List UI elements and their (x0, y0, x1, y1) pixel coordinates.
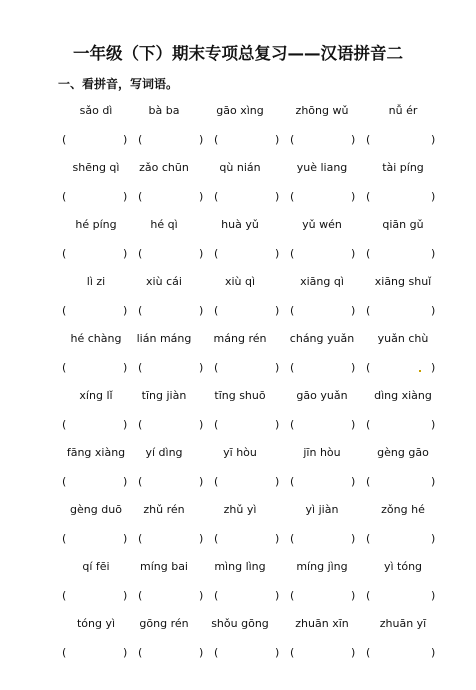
pinyin-text: sǎo dì (79, 104, 113, 117)
answer-paren-open: ( (62, 247, 67, 260)
answer-paren-open: ( (366, 475, 371, 488)
pinyin-row (0, 503, 476, 519)
answer-paren-close: ) (199, 304, 204, 317)
pinyin-text: dìng xiàng (374, 389, 432, 402)
pinyin-text: hé qì (150, 218, 178, 231)
pinyin-text: shēng qì (72, 161, 120, 174)
answer-paren-close: ) (431, 190, 436, 203)
answer-paren-open: ( (214, 475, 219, 488)
pinyin-text: yí dìng (145, 446, 183, 459)
pinyin-row (0, 446, 476, 462)
answer-paren-open: ( (62, 646, 67, 659)
answer-paren-open: ( (366, 361, 371, 374)
pinyin-text: míng jìng (296, 560, 348, 573)
pinyin-text: cháng yuǎn (289, 332, 355, 345)
answer-row (0, 247, 476, 263)
answer-paren-open: ( (214, 646, 219, 659)
pinyin-row (0, 161, 476, 177)
answer-paren-close: ) (351, 361, 356, 374)
answer-paren-close: ) (351, 646, 356, 659)
answer-paren-open: ( (290, 532, 295, 545)
ink-speck (419, 370, 421, 372)
pinyin-text: tóng yì (76, 617, 116, 630)
answer-paren-close: ) (123, 133, 128, 146)
answer-paren-open: ( (366, 646, 371, 659)
pinyin-text: tài píng (382, 161, 424, 174)
answer-paren-close: ) (351, 190, 356, 203)
answer-row (0, 589, 476, 605)
answer-paren-close: ) (199, 532, 204, 545)
answer-paren-close: ) (351, 304, 356, 317)
pinyin-row (0, 617, 476, 633)
pinyin-row (0, 218, 476, 234)
answer-paren-open: ( (138, 361, 143, 374)
answer-paren-open: ( (62, 190, 67, 203)
pinyin-text: lì zi (86, 275, 106, 288)
answer-paren-open: ( (62, 475, 67, 488)
answer-paren-close: ) (275, 190, 280, 203)
pinyin-text: zhuān yī (379, 617, 427, 630)
answer-paren-close: ) (351, 133, 356, 146)
answer-paren-open: ( (138, 589, 143, 602)
pinyin-row (0, 560, 476, 576)
answer-paren-close: ) (199, 589, 204, 602)
answer-paren-close: ) (351, 418, 356, 431)
pinyin-text: gāo xìng (216, 104, 264, 117)
answer-paren-close: ) (351, 247, 356, 260)
pinyin-text: máng rén (213, 332, 267, 345)
pinyin-text: huà yǔ (221, 218, 259, 231)
answer-paren-close: ) (199, 646, 204, 659)
answer-paren-close: ) (275, 532, 280, 545)
answer-row (0, 361, 476, 377)
pinyin-text: jīn hòu (303, 446, 341, 459)
answer-paren-close: ) (351, 589, 356, 602)
answer-paren-open: ( (214, 589, 219, 602)
answer-paren-close: ) (351, 532, 356, 545)
answer-paren-close: ) (431, 646, 436, 659)
pinyin-row (0, 275, 476, 291)
answer-paren-close: ) (199, 133, 204, 146)
section-heading: 一、看拼音，写词语。 (58, 77, 179, 91)
answer-paren-open: ( (366, 304, 371, 317)
pinyin-text: xiù qì (224, 275, 256, 288)
answer-paren-close: ) (275, 589, 280, 602)
answer-row (0, 190, 476, 206)
answer-paren-open: ( (290, 133, 295, 146)
answer-paren-open: ( (290, 304, 295, 317)
answer-paren-close: ) (431, 247, 436, 260)
answer-paren-close: ) (199, 418, 204, 431)
answer-paren-open: ( (214, 532, 219, 545)
pinyin-row (0, 104, 476, 120)
answer-row (0, 532, 476, 548)
answer-paren-open: ( (138, 190, 143, 203)
pinyin-text: xíng lǐ (79, 389, 113, 402)
answer-row (0, 418, 476, 434)
answer-paren-close: ) (275, 361, 280, 374)
answer-paren-open: ( (290, 247, 295, 260)
answer-paren-open: ( (366, 190, 371, 203)
answer-paren-close: ) (123, 475, 128, 488)
answer-paren-close: ) (275, 418, 280, 431)
answer-paren-open: ( (290, 190, 295, 203)
answer-row (0, 475, 476, 491)
pinyin-text: qí fēi (82, 560, 110, 573)
answer-paren-open: ( (366, 418, 371, 431)
answer-paren-close: ) (123, 190, 128, 203)
pinyin-text: gāo yuǎn (296, 389, 348, 402)
pinyin-text: tīng jiàn (141, 389, 187, 402)
pinyin-text: zhǔ yì (223, 503, 257, 516)
answer-row (0, 133, 476, 149)
answer-paren-close: ) (275, 646, 280, 659)
answer-paren-open: ( (366, 247, 371, 260)
pinyin-text: qiān gǔ (382, 218, 424, 231)
pinyin-text: mìng lìng (214, 560, 266, 573)
answer-paren-close: ) (123, 418, 128, 431)
answer-paren-close: ) (431, 418, 436, 431)
answer-paren-close: ) (431, 589, 436, 602)
pinyin-row (0, 389, 476, 405)
answer-paren-open: ( (138, 247, 143, 260)
pinyin-text: yì tóng (383, 560, 423, 573)
answer-paren-open: ( (290, 361, 295, 374)
pinyin-text: zhuān xīn (295, 617, 349, 630)
answer-paren-open: ( (366, 589, 371, 602)
answer-paren-open: ( (138, 133, 143, 146)
pinyin-text: yǔ wén (302, 218, 342, 231)
answer-paren-close: ) (123, 361, 128, 374)
pinyin-text: xiù cái (146, 275, 182, 288)
pinyin-text: fāng xiàng (66, 446, 126, 459)
pinyin-text: xiāng shuǐ (374, 275, 432, 288)
pinyin-text: xiāng qì (300, 275, 344, 288)
answer-paren-open: ( (214, 190, 219, 203)
answer-paren-close: ) (199, 475, 204, 488)
answer-paren-open: ( (138, 475, 143, 488)
pinyin-text: hé chàng (70, 332, 122, 345)
answer-paren-open: ( (290, 589, 295, 602)
pinyin-text: gōng rén (139, 617, 189, 630)
answer-paren-open: ( (138, 646, 143, 659)
answer-paren-close: ) (431, 532, 436, 545)
pinyin-row (0, 332, 476, 348)
answer-paren-close: ) (275, 133, 280, 146)
answer-paren-open: ( (214, 304, 219, 317)
answer-paren-open: ( (214, 247, 219, 260)
pinyin-text: tīng shuō (214, 389, 266, 402)
pinyin-text: shǒu gōng (211, 617, 269, 630)
answer-paren-close: ) (275, 304, 280, 317)
answer-paren-close: ) (431, 475, 436, 488)
answer-paren-close: ) (199, 190, 204, 203)
pinyin-text: gèng duō (70, 503, 122, 516)
pinyin-text: hé píng (75, 218, 117, 231)
pinyin-text: yī hòu (223, 446, 257, 459)
answer-paren-close: ) (275, 475, 280, 488)
pinyin-text: yì jiàn (305, 503, 339, 516)
answer-paren-close: ) (351, 475, 356, 488)
pinyin-text: zhǔ rén (143, 503, 185, 516)
pinyin-text: bà ba (148, 104, 180, 117)
answer-paren-open: ( (62, 304, 67, 317)
pinyin-text: yuǎn chù (377, 332, 429, 345)
pinyin-text: zǒng hé (381, 503, 425, 516)
pinyin-text: yuè liang (296, 161, 348, 174)
answer-paren-open: ( (366, 133, 371, 146)
answer-paren-close: ) (199, 361, 204, 374)
answer-paren-close: ) (123, 646, 128, 659)
answer-paren-open: ( (290, 418, 295, 431)
answer-paren-open: ( (62, 133, 67, 146)
answer-paren-close: ) (431, 133, 436, 146)
answer-paren-open: ( (214, 361, 219, 374)
answer-row (0, 304, 476, 320)
answer-paren-open: ( (214, 133, 219, 146)
answer-paren-open: ( (290, 475, 295, 488)
pinyin-text: nǚ ér (388, 104, 418, 117)
page-title: 一年级（下）期末专项总复习——汉语拼音二 (73, 44, 403, 63)
answer-paren-open: ( (62, 361, 67, 374)
answer-paren-open: ( (138, 532, 143, 545)
answer-paren-close: ) (199, 247, 204, 260)
answer-paren-close: ) (123, 532, 128, 545)
answer-paren-close: ) (123, 304, 128, 317)
answer-paren-open: ( (366, 532, 371, 545)
answer-paren-open: ( (138, 418, 143, 431)
pinyin-text: míng bai (139, 560, 188, 573)
answer-paren-close: ) (275, 247, 280, 260)
answer-paren-open: ( (62, 589, 67, 602)
pinyin-text: gèng gāo (377, 446, 429, 459)
pinyin-text: zǎo chūn (139, 161, 189, 174)
answer-row (0, 646, 476, 662)
pinyin-text: qù nián (219, 161, 261, 174)
answer-paren-open: ( (214, 418, 219, 431)
answer-paren-close: ) (123, 589, 128, 602)
answer-paren-close: ) (123, 247, 128, 260)
answer-paren-open: ( (290, 646, 295, 659)
answer-paren-open: ( (62, 418, 67, 431)
pinyin-text: lián máng (136, 332, 192, 345)
answer-paren-open: ( (138, 304, 143, 317)
pinyin-text: zhōng wǔ (295, 104, 349, 117)
answer-paren-close: ) (431, 304, 436, 317)
answer-paren-open: ( (62, 532, 67, 545)
answer-paren-close: ) (431, 361, 436, 374)
